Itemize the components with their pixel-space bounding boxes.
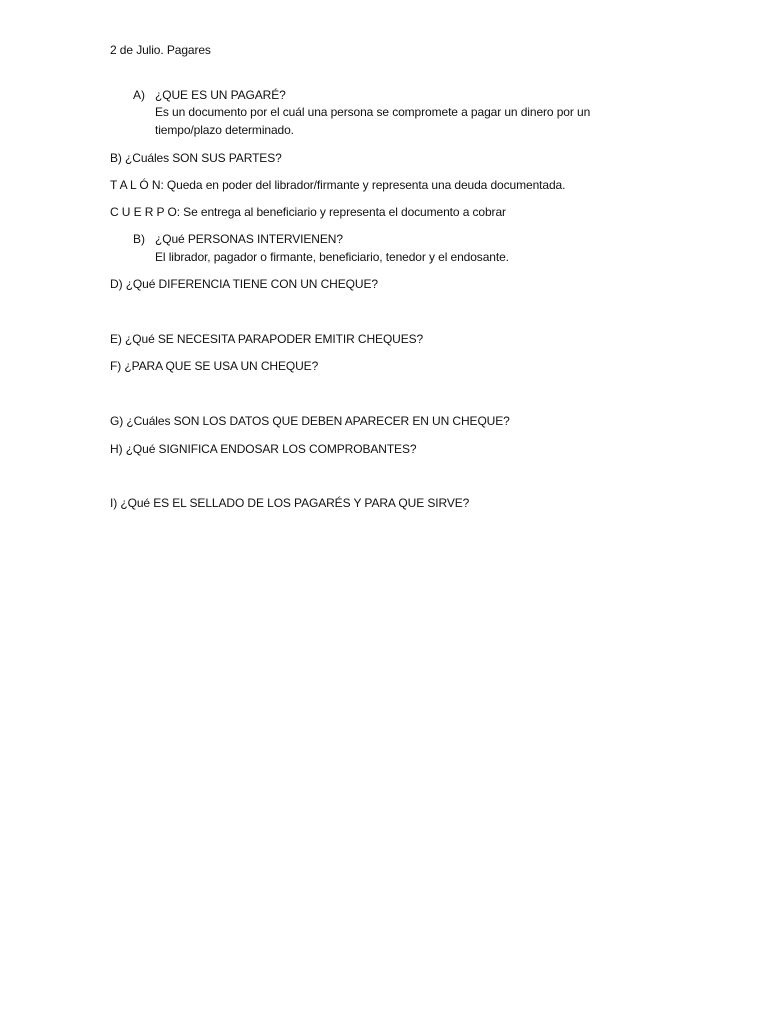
answer-a-line-1: Es un documento por el cuál una persona se compromete a pagar un dinero por un — [155, 105, 591, 119]
question-f: F) ¿PARA QUE SE USA UN CHEQUE? — [110, 359, 319, 373]
question-h: H) ¿Qué SIGNIFICA ENDOSAR LOS COMPROBANTES? — [110, 442, 417, 456]
question-a: ¿QUE ES UN PAGARÉ? — [155, 88, 286, 102]
cuerpo-definition: C U E R P O: Se entrega al beneficiario y representa el documento a cobrar — [110, 205, 506, 219]
question-b: B) ¿Cuáles SON SUS PARTES? — [110, 151, 282, 165]
question-e: E) ¿Qué SE NECESITA PARAPODER EMITIR CHEQUES? — [110, 332, 424, 346]
question-g: G) ¿Cuáles SON LOS DATOS QUE DEBEN APARECER EN UN CHEQUE? — [110, 414, 510, 428]
answer-b2: El librador, pagador o firmante, beneficiario, tenedor y el endosante. — [155, 250, 509, 264]
doc-title: 2 de Julio. Pagares — [110, 43, 211, 57]
list-marker-a: A) — [133, 88, 145, 102]
question-i: I) ¿Qué ES EL SELLADO DE LOS PAGARÉS Y PARA QUE SIRVE? — [110, 496, 470, 510]
list-marker-b: B) — [133, 232, 145, 246]
answer-a-line-2: tiempo/plazo determinado. — [155, 123, 294, 137]
question-b2: ¿Qué PERSONAS INTERVIENEN? — [155, 232, 343, 246]
question-d: D) ¿Qué DIFERENCIA TIENE CON UN CHEQUE? — [110, 277, 378, 291]
talon-definition: T A L Ó N: Queda en poder del librador/firmante y representa una deuda documentada. — [110, 178, 566, 192]
